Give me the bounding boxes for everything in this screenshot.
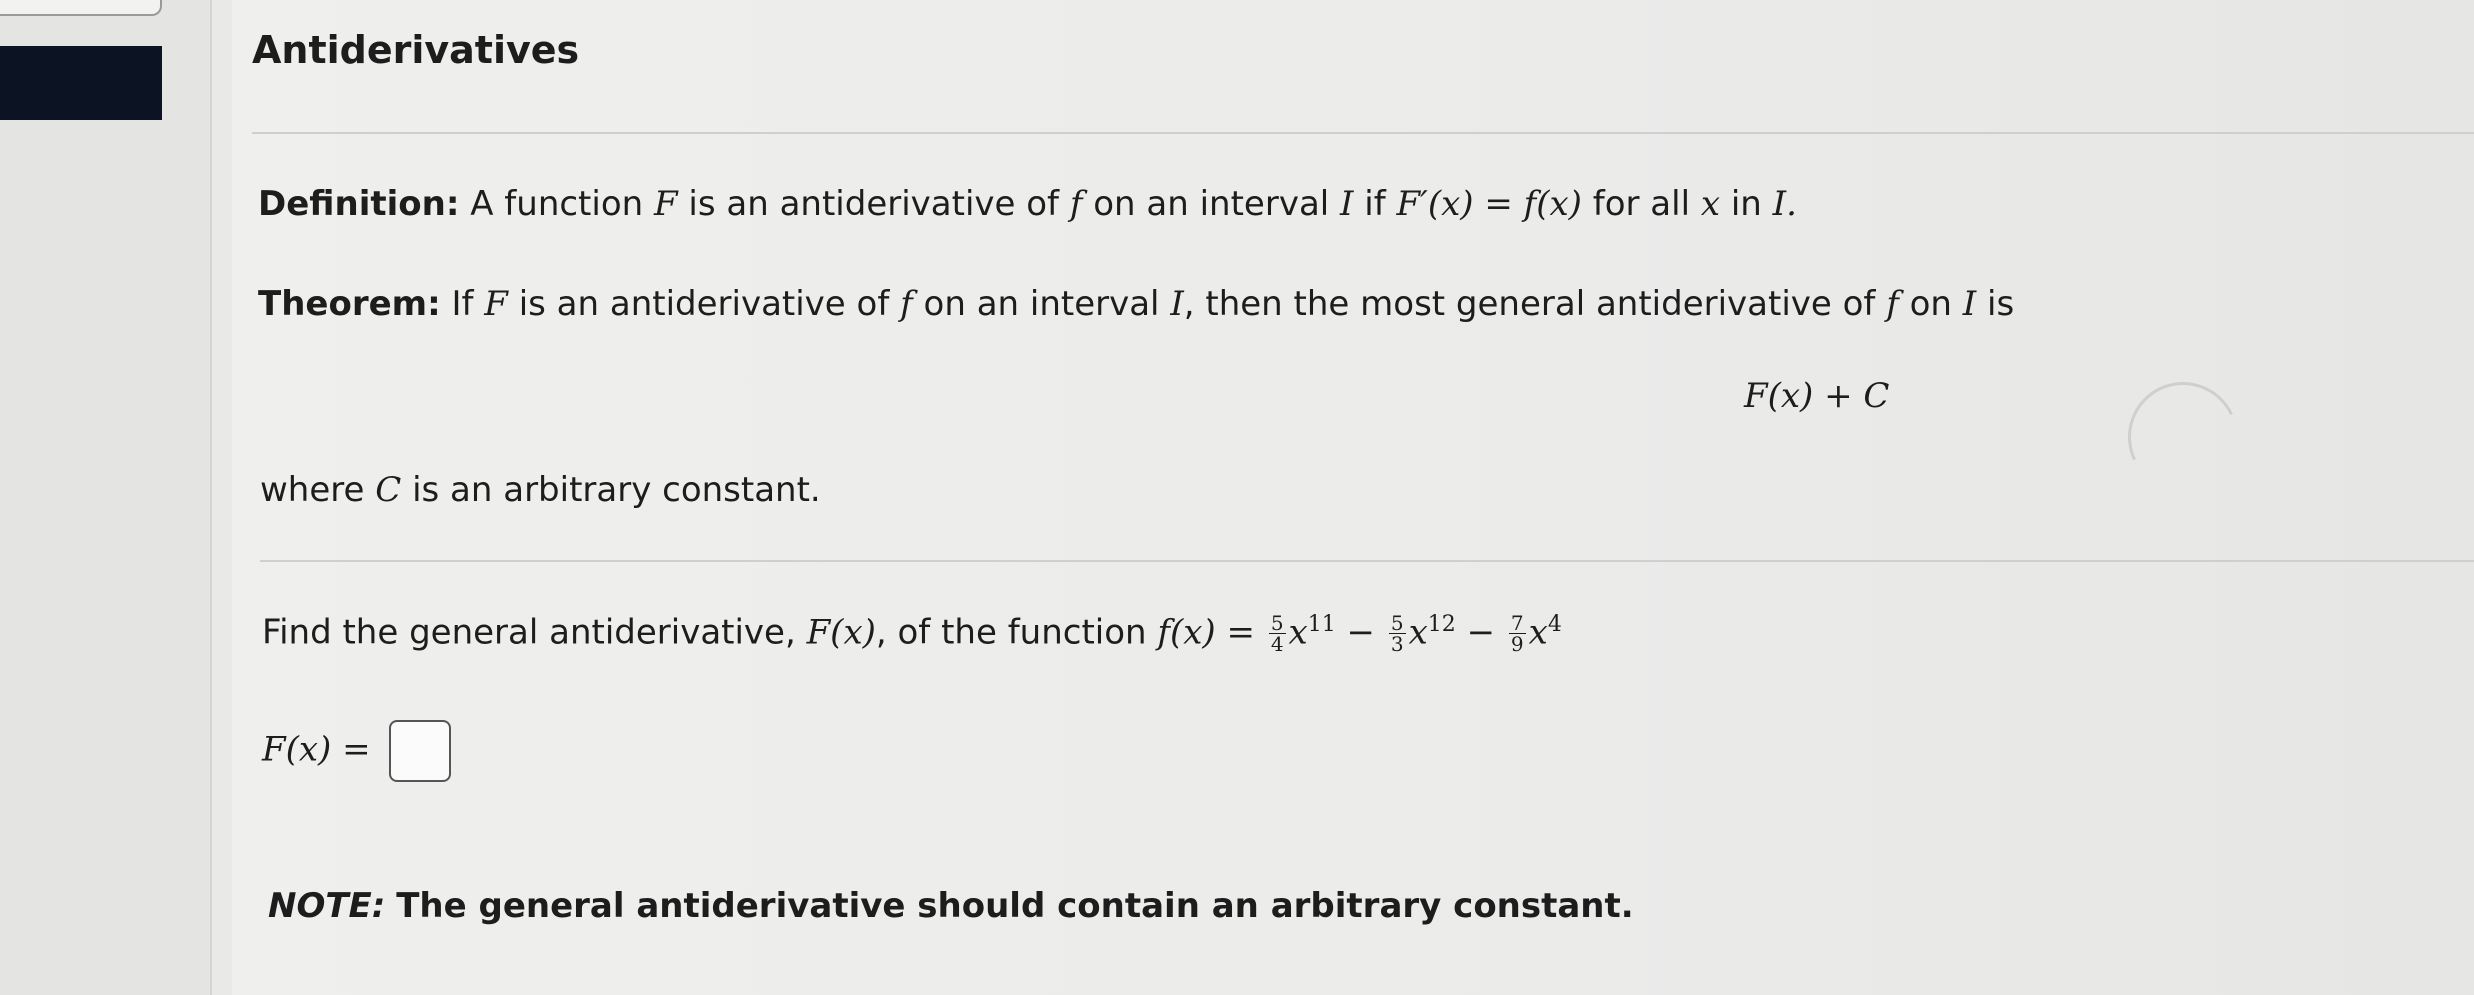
fraction-term2 bbox=[1389, 611, 1406, 657]
answer-label: F(x) = bbox=[262, 729, 371, 770]
math-x: x bbox=[1288, 612, 1308, 653]
definition-text: is an antiderivative of bbox=[688, 184, 1060, 224]
math-fx: f(x) = bbox=[1157, 612, 1255, 653]
fraction-numerator: 5 bbox=[1270, 611, 1284, 636]
fraction-denominator: 3 bbox=[1390, 632, 1404, 657]
math-I: I bbox=[1962, 284, 1977, 324]
exponent: 11 bbox=[1307, 612, 1336, 637]
math-x: x bbox=[1408, 612, 1428, 653]
math-I: I bbox=[1170, 284, 1184, 324]
definition-line bbox=[258, 184, 1797, 224]
problem-text: , of the function bbox=[875, 612, 1147, 653]
math-F: F bbox=[484, 284, 508, 324]
sidebar-tab[interactable] bbox=[0, 0, 162, 16]
math-f: f bbox=[900, 284, 913, 324]
divider bbox=[260, 560, 2474, 562]
theorem-text: , then the most general antiderivative of bbox=[1183, 284, 1876, 324]
exponent: 12 bbox=[1427, 612, 1456, 637]
definition-text: if bbox=[1364, 184, 1386, 224]
note-line bbox=[268, 886, 1634, 926]
answer-input-box[interactable] bbox=[389, 720, 451, 782]
math-I: I bbox=[1340, 184, 1354, 224]
minus-sign: − bbox=[1466, 612, 1496, 653]
math-derivative-equation: F′(x) = f(x) bbox=[1396, 184, 1582, 224]
math-C: C bbox=[375, 470, 402, 510]
problem-line bbox=[262, 611, 1562, 657]
fraction-term3 bbox=[1509, 611, 1526, 657]
math-I: I. bbox=[1772, 184, 1797, 224]
fraction-numerator: 7 bbox=[1510, 611, 1524, 636]
theorem-text: on an interval bbox=[923, 284, 1160, 324]
exponent: 4 bbox=[1547, 612, 1562, 637]
definition-text: on an interval bbox=[1093, 184, 1330, 224]
math-f: f bbox=[1069, 184, 1083, 224]
fraction-numerator: 5 bbox=[1390, 611, 1404, 636]
definition-label: Definition: bbox=[258, 184, 460, 224]
math-Fx: F(x) bbox=[806, 612, 876, 653]
sidebar-dark-block bbox=[0, 46, 162, 120]
fraction-term1 bbox=[1269, 611, 1286, 657]
note-text: The general antiderivative should contain an arbitrary constant. bbox=[396, 886, 1634, 926]
page-title: Antiderivatives bbox=[252, 28, 580, 72]
fraction-denominator: 4 bbox=[1270, 632, 1284, 657]
definition-text: for all bbox=[1592, 184, 1691, 224]
math-x: x bbox=[1700, 184, 1721, 224]
problem-text: Find the general antiderivative, bbox=[262, 612, 796, 653]
theorem-display-formula: F(x) + C bbox=[1744, 376, 1890, 416]
math-x: x bbox=[1528, 612, 1548, 653]
note-label: NOTE: bbox=[268, 886, 386, 926]
sidebar bbox=[0, 0, 212, 995]
where-line bbox=[260, 470, 821, 510]
theorem-text: on bbox=[1909, 284, 1952, 324]
theorem-label: Theorem: bbox=[258, 284, 441, 324]
theorem-text: is bbox=[1987, 284, 2015, 324]
definition-text: A function bbox=[470, 184, 644, 224]
answer-row bbox=[262, 720, 451, 782]
theorem-text: If bbox=[451, 284, 474, 324]
where-text: is an arbitrary constant. bbox=[412, 470, 821, 510]
math-F: F bbox=[654, 184, 678, 224]
minus-sign: − bbox=[1346, 612, 1376, 653]
theorem-text: is an antiderivative of bbox=[518, 284, 890, 324]
math-f: f bbox=[1886, 284, 1899, 324]
definition-text: in bbox=[1730, 184, 1762, 224]
divider bbox=[252, 132, 2474, 134]
fraction-denominator: 9 bbox=[1510, 632, 1524, 657]
theorem-line bbox=[258, 284, 2014, 324]
where-text: where bbox=[260, 470, 365, 510]
